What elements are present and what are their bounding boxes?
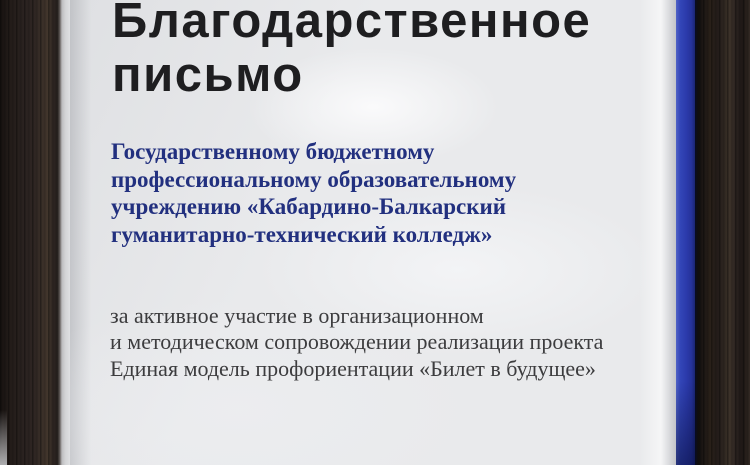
picture-frame-left	[0, 0, 70, 465]
recipient-line: гуманитарно-технический колледж»	[111, 221, 493, 247]
reason-line: за активное участие в организационном	[110, 303, 484, 328]
reason-line: и методическом сопровождении реализации проекта	[110, 329, 604, 355]
recipient-line: Государственному бюджетному	[111, 139, 435, 164]
recipient-line: учреждению «Кабардино-Балкарский	[111, 194, 506, 219]
recipient-line: профессиональному образовательному	[111, 166, 517, 192]
background-corner-light	[0, 410, 7, 465]
certificate-title	[112, 0, 591, 102]
picture-frame-right	[695, 0, 750, 465]
reason-paragraph	[110, 303, 603, 382]
blue-accent-stripe	[676, 0, 695, 465]
certificate-title-line-1: Благодарственное	[112, 0, 592, 48]
recipient-paragraph	[111, 138, 516, 248]
certificate-title-line-2: письмо	[112, 48, 304, 102]
reason-line: Единая модель профориентации «Билет в будущее»	[110, 355, 596, 381]
